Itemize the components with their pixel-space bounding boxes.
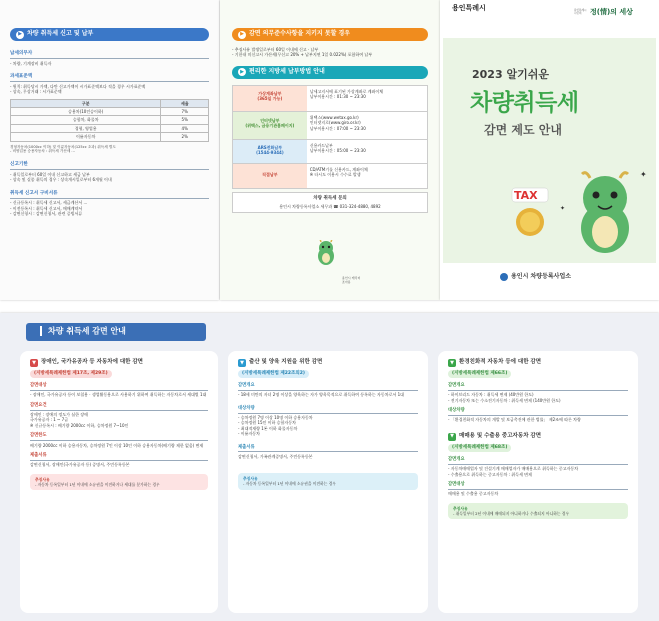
table-row (11, 116, 209, 124)
law-pill: (지방세특례제한법 제17조, 제29조) (30, 370, 112, 378)
divider (10, 58, 209, 59)
mascot-illustration (570, 170, 640, 255)
method-label: 직접납부 (233, 164, 307, 188)
table-cell: 경형, 영업용 (11, 124, 161, 132)
sparkle-icon: ✦ (640, 170, 647, 179)
sub-title: 감면개요 (238, 383, 255, 389)
section-title: 과세표준액 (10, 74, 33, 80)
sub-title: 제출서류 (30, 452, 47, 458)
header-title: 편리한 지방세 납부방법 안내 (249, 68, 325, 76)
table-header: 구분 (11, 99, 161, 107)
method-desc: 위택스(www.wetax.go.kr) 인터넷지로(www.giro.or.kr) 납부이용시간 : 07:00 ~ 23:30 (309, 114, 366, 131)
cover-sub-title: 감면 제도 안내 (484, 123, 562, 137)
divider (10, 81, 209, 82)
card-title: 장애인, 국가유공자 등 자동차에 대한 감면 (41, 359, 143, 366)
body-text: - 기한내 미신고시 가산세(무신고 20% + 납부지연 1일 0.022%) 포함하여 납부 (232, 52, 373, 58)
body-text: - 「환경친화적 자동차의 개발 및 보급촉진에 관한 법률」 제2조에 따른 차량 (448, 417, 581, 423)
note-text: - 자동차 등록일부터 1년 이내에 소유권을 이전하거나 세대를 분가하는 경우 (35, 481, 160, 487)
card-header (448, 433, 628, 441)
table-row (11, 133, 209, 141)
sub-title: 대상차량 (448, 408, 465, 414)
note-title: 추징사유 (243, 476, 258, 482)
divider (238, 390, 418, 391)
table-row (11, 107, 209, 115)
table-cell: 승합차, 화물차 (11, 116, 161, 124)
sub-title: 감면개요 (448, 456, 465, 462)
body-text: - 차량, 기계장비 취득자 (10, 60, 52, 66)
body-text: 매매용 및 수출용 중고자동차 (448, 491, 499, 497)
method-row (233, 140, 427, 164)
law-pill: (지방세특례제한법 제68조) (448, 444, 511, 452)
divider (10, 198, 209, 199)
body-text: 장애인 : 장애의 정도가 심한 장애 국가유공자 : 1 ~ 7급 ※ 신규등록시 : 배기량 2000cc 이하, 승차정원 7~10인 (30, 412, 129, 428)
body-text: - 추징사유 발생일로부터 60일 이내에 신고 · 납부 (232, 47, 319, 52)
table-cell: 7% (161, 107, 209, 115)
law-pill: (지방세특례제한법 제66조) (448, 370, 511, 378)
header-title: 감면 의무준수사항을 지키지 못할 경우 (249, 30, 351, 38)
card-eco-and-used (438, 351, 638, 613)
method-label: ARS전화납부 (1544-9344) (233, 140, 307, 163)
logo-slogan-small: 용인특례시 시민의 (574, 9, 587, 15)
body-text: - 자동차매매업자 및 건설기계 매매업자가 매매용으로 취득하는 중고자동차 - 수출용으로 취득하는 중고자동차 : 취득세 면제 (448, 466, 579, 477)
method-desc: 신용카드납부 납부이용시간 : 05:00 ~ 23:30 (309, 142, 366, 154)
payment-methods (232, 85, 428, 189)
section-title: 신고기한 (10, 162, 28, 168)
body-text: 감면신청서, 가족관계증명서, 주민등록등본 (238, 453, 313, 459)
arrow-icon: ▶ (238, 68, 246, 76)
section-header (10, 28, 209, 41)
divider (448, 390, 628, 391)
section-header (232, 28, 428, 41)
panel-payment-guide (220, 0, 440, 300)
logo-yongin: 용인특례시 (452, 4, 486, 12)
table-cell: 2% (161, 133, 209, 141)
logo-slogan: 정(情)의 세상 (590, 8, 633, 16)
inquiry-text: 용인시 차량등록사업소 세무과 ☎ 031-324-4880, 4892 (279, 203, 381, 209)
section-title: 납세의무자 (10, 51, 33, 56)
method-row (233, 112, 427, 140)
divider (448, 464, 628, 465)
panel-registration-guide (0, 0, 219, 300)
table-note: - 비영업용 승용자동차 : 취득세 가산세 ... (10, 149, 75, 154)
divider (30, 390, 208, 391)
body-text: - 상속 및 실종 취득의 경우 : 상속개시일로부터 6개월 이내 (10, 177, 112, 183)
divider (30, 460, 208, 461)
header-title: 차량 취득세 감면 안내 (48, 326, 126, 336)
method-label: 가상계좌납부 (365일 가능) (233, 86, 307, 111)
note-title: 추징사유 (453, 505, 468, 511)
card-header (238, 359, 418, 367)
note-box (238, 473, 418, 489)
body-text: - 감면신청시 : 감면신청서, 관련 증빙서류 (10, 211, 83, 217)
cover-year-title: 2023 알기쉬운 (472, 68, 549, 81)
sub-title: 감면대상 (30, 383, 47, 389)
body-text: - 하이브리드 자동차 : 취득세 면제 (40만원 한도) - 전기자동차 또는 수소전기자동차 : 취득세 면제 (140만원 한도) (448, 392, 561, 403)
divider (30, 410, 208, 411)
body-text: - 장애인, 국가유공자 등이 보철용 · 생업활동용으로 사용하기 위하여 취득하는 자동차로서 세대별 1대 (30, 392, 207, 398)
divider (238, 451, 418, 452)
table-note: 경형자동차(1000cc 이하) 및 이륜자동차(125cc 초과) 취득세 별도 (10, 144, 116, 149)
divider (30, 440, 208, 441)
panel-reduction-guide (0, 313, 659, 621)
footer-logo-icon (500, 273, 508, 281)
method-row (233, 86, 427, 112)
big-header (26, 323, 206, 341)
sparkle-icon: ✦ (560, 205, 566, 212)
table-row (11, 124, 209, 132)
sub-title: 감면요건 (30, 402, 47, 408)
body-text: - 승차정원 7명 이상 10명 이하 승용자동차 - 승차정원 15인 이하 승합자동차 - 최대적재량 1톤 이하 화물자동차 - 이륜자동차 (238, 415, 313, 437)
inquiry-box (232, 192, 428, 213)
table-cell: 5% (161, 116, 209, 124)
triangle-icon: ▼ (448, 359, 456, 367)
method-desc: CD/ATM기를 신용카드, 계좌이체 ※ 타시도 이용시 수수료 발생 (309, 166, 368, 178)
sub-title: 제출서류 (238, 444, 255, 450)
header-bar (40, 326, 42, 336)
panel-cover (440, 0, 659, 300)
sub-title: 감면개요 (448, 383, 465, 389)
card-header (30, 359, 208, 367)
sub-title: 감면대상 (448, 481, 465, 487)
divider (448, 415, 628, 416)
divider (238, 413, 418, 414)
card-disabled-veterans (20, 351, 218, 613)
body-text: - 18세 미만의 자녀 2명 이상을 양육하는 자가 양육목적으로 취득하여 등록하는 자동차로서 1대 (238, 392, 404, 398)
arrow-icon: ▶ (16, 31, 24, 39)
note-text: - 자동차 등록일부터 1년 이내에 소유권을 이전하는 경우 (243, 481, 336, 487)
note-box (30, 474, 208, 490)
card-title: 출산 및 양육 지원을 위한 감면 (249, 359, 323, 366)
mascot-caption: 용인시 캐릭터 조아용 (342, 276, 361, 285)
sub-title: 감면한도 (30, 433, 47, 439)
tax-rate-table (10, 99, 209, 142)
card-title: 매매용 및 수출용 중고자동차 감면 (459, 433, 542, 440)
law-pill: (지방세특례제한법 제22조의2) (238, 370, 309, 378)
section-title: 취득세 신고서 구비서류 (10, 190, 58, 196)
section-header (232, 66, 428, 79)
note-text: - 취득일부터 2년 이내에 매매되지 아니하거나 수출되지 아니하는 경우 (453, 510, 570, 516)
body-text: - 이전등록시 : 취득세 신고서, 매매계약서 (10, 205, 83, 211)
triangle-icon: ▼ (30, 359, 38, 367)
divider (10, 169, 209, 170)
table-cell: 4% (161, 124, 209, 132)
note-title: 추징사유 (35, 476, 50, 482)
triangle-icon: ▼ (238, 359, 246, 367)
header-title: 차량 취득세 신고 및 납부 (27, 30, 94, 38)
sub-title: 대상차량 (238, 405, 255, 411)
inquiry-title: 차량 취득세 문의 (313, 195, 347, 201)
mascot-illustration (315, 240, 337, 266)
arrow-icon: ▶ (238, 31, 246, 39)
body-text: - 취득일로부터 60일 이내 신고하고 세금 납부 (10, 171, 90, 177)
tax-label: TAX (514, 189, 538, 202)
body-text: - 상속, 무상거래 : 시가표준액 (10, 89, 62, 95)
body-text: 배기량 2000cc 이하 승용자동차, 승차정원 7인 이상 10인 이하 승용자동차(배기량 제한 없음) 면제 (30, 442, 204, 448)
body-text: 감면신청서, 장애인(국가유공자 등) 증명서, 주민등록등본 (30, 462, 130, 468)
method-desc: 납세고지서에 표기된 가상계좌로 계좌이체 납부이용시간 : 01:30 ~ 23:30 (309, 88, 384, 100)
body-text: - 신규등록시 : 취득세 신고서, 세금계산서 ... (10, 200, 88, 206)
table-header: 세율 (161, 99, 209, 107)
cover-footer: 용인시 차량등록사업소 (511, 273, 572, 280)
table-cell: 승용차(10인승이하) (11, 107, 161, 115)
table-cell: 이륜자동차 (11, 133, 161, 141)
divider (448, 489, 628, 490)
method-label: 인터넷납부 (위택스, 금융기관홈페이지) (233, 112, 307, 139)
body-text: - 원칙: 취득당시 가액, 다만 신고가액이 시가표준액보다 적을 경우 시가표준액 (10, 83, 146, 89)
method-row (233, 164, 427, 188)
cover-main-title: 차량취득세 (470, 90, 579, 116)
card-header (448, 359, 628, 367)
card-title: 환경친화적 자동차 등에 대한 감면 (459, 359, 542, 366)
card-childbirth (228, 351, 428, 613)
triangle-icon: ▼ (448, 433, 456, 441)
note-box (448, 503, 628, 519)
